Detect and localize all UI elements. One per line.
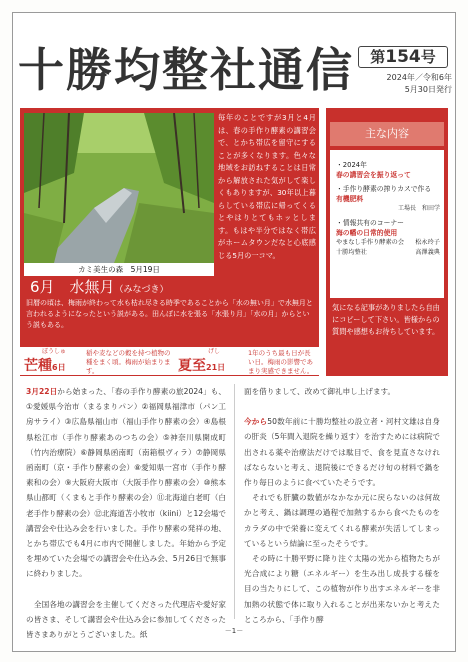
article-column-right [244,384,440,627]
forest-stream-photo [24,113,214,263]
sekki-boshu-ruby: ぼうしゅ [41,348,66,355]
issue-date-year: 2024年／令和6年 [386,73,452,82]
sekki-geshi-note: 1年のうち最も日が長い日。梅雨の影響であまり実感できません。 [248,349,314,375]
author-role: 工場長 [397,205,416,212]
contents-item-title: 有機肥料 [336,195,364,203]
contents-item-title: 春の講習会を振り返って [336,171,411,179]
sekki-boshu-name: 芒種 [24,358,52,374]
issue-date-day: 5月30日発行 [404,85,452,94]
article-paragraph: 全国各地の講習会を主催してくださった代理店や愛好家の皆さま、そして講習会や仕込み会に参加してくださった皆さまありがとうございました。紙 [26,599,226,640]
contents-item-bullet: ・2024年 [336,161,367,169]
contents-item-sub [336,238,440,248]
article-column-left [26,384,226,642]
contents-item[interactable] [336,184,440,214]
article-text: から始まった、「春の手作り酵素の旅2024」も、①愛媛県今治市（まるまりパン）②福岡県福津市（パン工房サライ）③広島県福山市（福山手作り酵素の会）④島根県松江市（手作り酵素あのつちの会）⑤神奈川県開成町（竹内治療院）⑥静岡県函南町（南箱根ヴィラ）⑦静岡県函南町（京・手作り酵素の会）⑧愛知県一宮市（手作り酵素和の会）⑨大阪府大阪市（大阪手作り酵素の会）⑩熊本県山都町（くまもと手作り酵素の会）⑪北海道白老町（白老手作り酵素の会）⑫北海道苫小牧市（kiini）と12会場で講習会や仕込み会を行いました。手作り酵素の発祥の地、とかち帯広でも4月に市内で開催しました。年始から予定を埋めていた会場での講習会や仕込み会、5月26日で無事に終わりました。 [26,387,226,579]
sekki-geshi-name: 夏至 [178,358,206,374]
contents-item-bullet: ・情報共有のコーナー [336,219,404,227]
sekki-geshi [178,348,250,376]
sekki-boshu-note: 稲や麦などの穀を持つ植物の種をまく頃。梅雨が始まります。 [86,349,171,375]
sekki-boshu [24,348,84,376]
article-text: 50数年前に十勝均整社の設立者・河村文雄は自身の肝炎（5年間入退院を繰り返す）を治すためには病院で出される薬や治療法だけでは駄目で、食を見直さなければならないと考え、退院後にできるだけ旬の材料で鍋を作り毎日のように食べていたそうです。 [244,417,440,488]
issue-prefix: 第 [370,48,386,66]
issue-no: 154 [385,47,421,67]
article-paragraph [26,384,226,582]
article-paragraph: それでも肝臓の数値がなかなか元に戻らないのは何故かと考え、鍋は調理の過程で加熱するから食べたものをカラダの中で栄養に変えてくれる酵素が失活してしまっているという結論に至ったそうです。 [244,493,440,548]
photo-caption: カミ美生の森 5月19日 [24,263,214,276]
copy-permission-note: 気になる記事がありましたら自由にコピーして下さい。皆様からの質問や感想もお待ちしています。 [332,303,440,336]
forest-stream-image [24,113,214,263]
contents-heading: 主な内容 [330,122,444,146]
sub-person: 松永玲子 [415,239,440,246]
contents-item-title: 海の幡の日常的使用 [336,229,398,237]
contents-item-bullet: ・手作り酵素の搾りカスで作る [336,185,432,193]
sub-org: やまなし手作り酵素の会 [336,239,405,246]
sub-org: 十勝均整社 [336,249,367,256]
contents-item[interactable] [336,218,440,258]
month-reading: （みなづき） [114,285,169,295]
page-number: －1－ [224,627,244,635]
month-heading [22,276,317,298]
article-paragraph: 面を借りまして、改めて御礼申し上げます。 [244,387,396,396]
contents-item[interactable] [336,160,440,180]
newsletter-title: 十勝均整社通信 [18,43,354,97]
article-lead-date: 3月22日 [26,387,58,396]
contents-list [330,150,444,298]
sub-person: 高澤義典 [415,249,440,256]
contents-item-author [336,204,440,214]
issue-suffix: 号 [420,48,436,66]
issue-number [358,46,448,68]
article-paragraph [244,414,440,490]
sekki-geshi-day: 21日 [206,363,226,372]
feature-intro-text: 毎年のことですが3月と4月は、春の手作り酵素の講習会で、とかち帯広を留守にすることが多くなります。色々な地域をお訪ねすることは日常から解放された気がして楽しくもありますが、30年以上暮らしている帯広に帰ってくるとやはりとてもホッとします。もはや半分ではなく帯広がホームタウンだなと心底感じる5月の一コマ。 [218,113,316,260]
author-name: 和田学 [421,205,440,212]
sekki-boshu-day: 6日 [52,363,66,372]
article-lead: 今から [244,417,268,427]
column-divider [234,384,235,619]
month-description: 旧暦の頃は、梅雨が終わって水も枯れ尽きる時季であることから「水の無い月」で水無月と言われるようになったという説がある。田んぼに水を張る「水張り月」「水の月」からという説もある。 [26,299,313,329]
sekki-geshi-ruby: げし [207,348,220,355]
solar-terms-bar [20,346,319,376]
month-name: 6月 水無月 [30,278,115,296]
contents-item-sub [336,248,440,258]
article-paragraph: その時に十勝平野に降り注ぐ太陽の光から植物たちが光合成により糖（エネルギー）を生み出し成長する様を目の当たりにして、この植物が作り出すエネルギーを非加熱の状態で体に取り入れることが出来ないかと考えたところから、「手作り酵 [244,554,440,624]
